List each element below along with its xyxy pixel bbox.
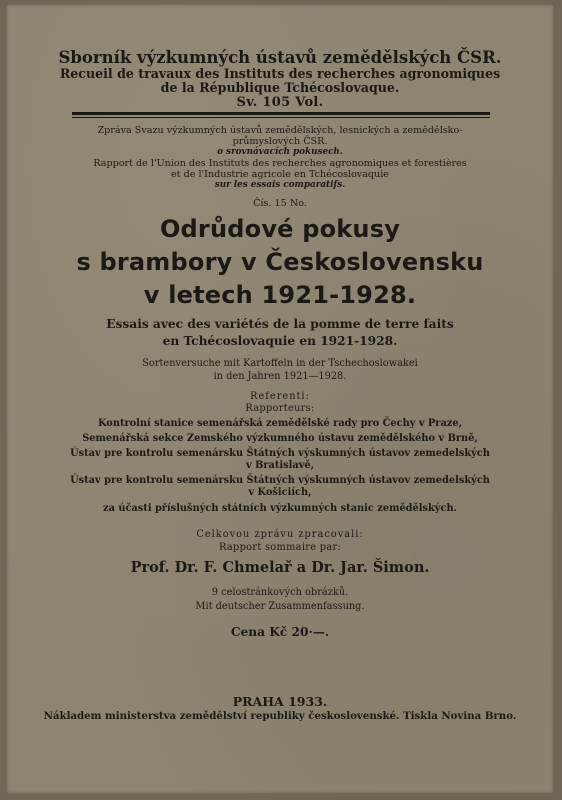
summary-label-cz: Celkovou zprávu zpracovali:: [196, 529, 364, 540]
institution-line: v Košiciích,: [248, 487, 312, 498]
french-subtitle-line-1: Essais avec des variétés de la pomme de terre faits: [106, 317, 454, 331]
main-title-line-1: Odrůdové pokusy: [159, 215, 401, 243]
german-subtitle-line-2: in den Jahren 1921—1928.: [213, 371, 347, 382]
german-subtitle-line-1: Sortenversuche mit Kartoffeln in der Tschechoslowakei: [142, 358, 418, 369]
report-fr-line-3: sur les essais comparatifs.: [214, 180, 346, 190]
report-number: Čís. 15 No.: [253, 198, 307, 209]
main-title-line-2: s brambory v Československu: [76, 248, 484, 276]
summary-label-fr: Rapport sommaire par:: [218, 542, 342, 553]
institution-line: Ústav pre kontrolu semenársku Štátných výskumných ústavov zemedelských: [70, 475, 490, 486]
institution-line: za účasti příslušných státních výzkumných stanic zemědělských.: [103, 503, 457, 514]
report-fr-line-1: Rapport de l'Union des Instituts des recherches agronomiques et forestières: [93, 158, 467, 169]
series-french-line-2: de la République Tchécoslovaque.: [160, 80, 400, 95]
series-french-line-1: Recueil de travaux des Instituts des recherches agronomiques: [59, 66, 501, 81]
institution-line: Kontrolní stanice semenářská zemědělské rady pro Čechy v Praze,: [97, 418, 462, 429]
institution-line: v Bratislavě,: [245, 460, 315, 471]
thin-divider: [72, 117, 490, 118]
main-title-line-3: v letech 1921-1928.: [143, 281, 417, 309]
french-subtitle-line-2: en Tchécoslovaquie en 1921-1928.: [162, 334, 398, 348]
institution-line: Ústav pre kontrolu semenársku Štátných výskumných ústavov zemedelských: [70, 448, 490, 459]
price: Cena Kč 20·—.: [230, 625, 330, 639]
report-cz-line-3: o srovnávacích pokusech.: [217, 147, 343, 157]
report-cz-line-1: Zpráva Svazu výzkumných ústavů zemědělských, lesnických a zemědělsko-: [97, 125, 463, 136]
place-and-year: PRAHA 1933.: [232, 694, 328, 709]
book-cover: [6, 4, 554, 794]
series-title: Sborník výzkumných ústavů zemědělských ČSR.: [58, 48, 502, 67]
referees-label-fr: Rapporteurs:: [245, 403, 315, 414]
authors: Prof. Dr. F. Chmelař a Dr. Jar. Šimon.: [130, 559, 430, 576]
publisher-line: Nákladem ministerstva zemědělství republiky československé. Tiskla Novina Brno.: [43, 710, 517, 722]
institution-line: Semenářská sekce Zemského výzkumného ústavu zemědělského v Brně,: [82, 433, 478, 444]
figures-note: 9 celostránkových obrázků.: [211, 587, 349, 598]
report-cz-line-2: průmyslových ČSR.: [232, 136, 328, 147]
volume-number: Sv. 105 Vol.: [236, 95, 324, 110]
german-summary-note: Mit deutscher Zusammenfassung.: [195, 601, 365, 612]
thick-divider: [72, 112, 490, 115]
report-fr-line-2: et de l'Industrie agricole en Tchécoslovaquie: [171, 169, 389, 180]
referees-label-cz: Referenti:: [250, 391, 310, 402]
